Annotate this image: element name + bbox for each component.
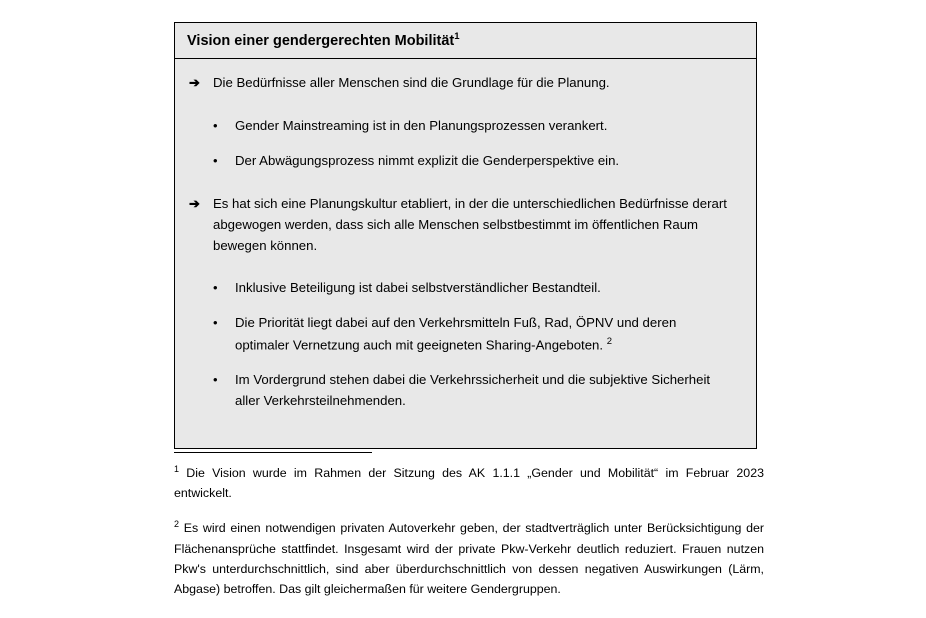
list-item: [187, 151, 738, 172]
list-item-text: Gender Mainstreaming ist in den Planungsprozessen verankert.: [235, 118, 608, 134]
vision-box-title-text: Vision einer gendergerechten Mobilität: [187, 32, 455, 49]
vision-box-body: [175, 59, 756, 448]
footnote-text: Die Vision wurde im Rahmen der Sitzung des AK 1.1.1 „Gender und Mobilität“ im Februar 2023 entwickelt.: [174, 466, 764, 501]
footnote-text: Es wird einen notwendigen privaten Autoverkehr geben, der stadtverträglich unter Berücksichtigung der Flächenansprüche stattfindet. Insgesamt wird der private Pkw-Verkehr deutlich reduziert. Frauen nutzen Pkw's unterdurchschnittlich, sind aber überdurchschnittlich von dessen negativen Auswirkungen (Lärm, Abgase) betroffen. Das gilt gleichermaßen für weitere Gendergruppen.: [174, 521, 764, 596]
vision-box-title-footnote-marker: 1: [454, 31, 460, 42]
spacer: [187, 108, 738, 116]
bullet-marker-icon: •: [213, 280, 218, 296]
bullet-marker-icon: •: [213, 152, 218, 168]
spacer: [187, 270, 738, 278]
list-item: [187, 194, 738, 257]
list-item: [187, 313, 738, 356]
list-item-text: Die Priorität liegt dabei auf den Verkehrsmitteln Fuß, Rad, ÖPNV und deren optimaler Vernetzung auch mit geeigneten Sharing-Angeboten.: [235, 315, 677, 353]
list-item-text: Der Abwägungsprozess nimmt explizit die Genderperspektive ein.: [235, 152, 620, 168]
bullet-marker-icon: •: [213, 118, 218, 134]
list-item: [187, 278, 738, 299]
list-item-text: Die Bedürfnisse aller Menschen sind die Grundlage für die Planung.: [213, 75, 610, 91]
list-item-text-with-footnote: [235, 313, 738, 356]
list-item-text: Es hat sich eine Planungskultur etabliert, in der die unterschiedlichen Bedürfnisse derart abgewogen werden, dass sich alle Menschen selbstbestimmt im öffentlichen Raum bewegen können.: [213, 195, 727, 253]
footnote-separator: [174, 452, 372, 453]
vision-box-title: [175, 23, 756, 59]
footnotes-section: [174, 462, 764, 613]
bullet-marker-icon: •: [213, 315, 218, 331]
vision-box: [174, 22, 757, 449]
list-item-text: Im Vordergrund stehen dabei die Verkehrssicherheit und die subjektive Sicherheit aller Verkehrsteilnehmenden.: [235, 372, 711, 409]
bullet-marker-icon: •: [213, 372, 218, 388]
arrow-marker-icon: ➔: [189, 195, 200, 211]
footnote: [174, 517, 764, 599]
list-item-text: Inklusive Beteiligung ist dabei selbstverständlicher Bestandteil.: [235, 280, 601, 296]
list-item: [187, 116, 738, 137]
footnote-marker: 2: [606, 336, 612, 348]
footnote-marker: 1: [174, 464, 180, 474]
spacer: [187, 186, 738, 194]
list-item: [187, 73, 738, 94]
footnote-marker: 2: [174, 519, 180, 530]
arrow-marker-icon: ➔: [189, 75, 200, 91]
list-item: [187, 370, 738, 412]
footnote: [174, 462, 764, 503]
